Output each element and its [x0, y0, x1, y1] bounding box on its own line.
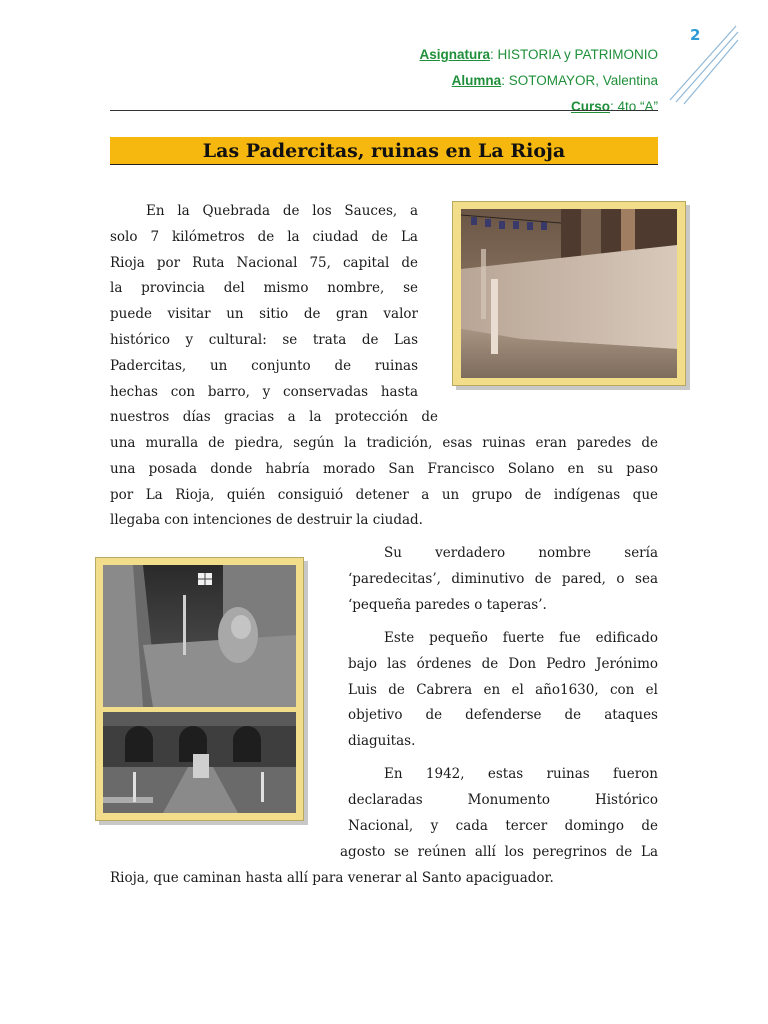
text-line: solo 7 kilómetros de la ciudad de La [110, 228, 418, 245]
text-line: una posada donde habría morado San Francisco Solano en su paso [110, 460, 658, 477]
text-line: llegaba con intenciones de destruir la ciudad. [110, 512, 423, 529]
course-label: Curso [570, 99, 610, 114]
ruins-wall-photo [461, 209, 677, 378]
text-line: ‘paredecitas’, diminutivo de pared, o sea [348, 570, 658, 587]
text-line: hechas con barro, y conservadas hasta [110, 383, 418, 400]
paragraph-1-continued [110, 431, 658, 534]
text-line: puede visitar un sitio de gran valor [110, 306, 418, 323]
text-line: En la Quebrada de los Sauces, a [146, 203, 418, 219]
paragraph-1 [110, 199, 418, 405]
page-number: 2 [690, 26, 701, 44]
text-line: Este pequeño fuerte fue edificado [384, 630, 658, 646]
text-line: Nacional, y cada tercer domingo de [348, 817, 658, 834]
text-line: Rioja, que caminan hasta allí para venerar al Santo apaciguador. [110, 870, 554, 886]
text-line: En 1942, estas ruinas fueron [384, 766, 658, 782]
ruins-chapel-photo [103, 712, 296, 813]
text-line: nuestros días gracias a la protección de [110, 409, 438, 425]
document-header [419, 42, 658, 120]
student-label: Alumna [451, 73, 502, 88]
text-line: una muralla de piedra, según la tradición, esas ruinas eran paredes de [110, 435, 658, 451]
text-line: Luis de Cabrera en el año1630, con el [348, 681, 658, 698]
ruins-photo-framed [452, 201, 686, 386]
text-line: bajo las órdenes de Don Pedro Jerónimo [348, 655, 658, 672]
student-value: : SOTOMAYOR, Valentina [501, 73, 658, 88]
text-line: declaradas Monumento Histórico [348, 791, 658, 808]
text-line: ‘pequeña paredes o taperas’. [348, 596, 547, 613]
subject-label: Asignatura [419, 47, 490, 62]
text-line: diaguitas. [348, 733, 416, 750]
text-line: Rioja por Ruta Nacional 75, capital de [110, 254, 418, 271]
paragraph-2 [348, 541, 658, 618]
text-line: Padercitas, un conjunto de ruinas [110, 357, 418, 374]
paragraph-3 [348, 626, 658, 755]
corner-decoration [650, 20, 740, 110]
subject-value: : HISTORIA y PATRIMONIO [489, 47, 658, 62]
text-line: por La Rioja, quién consiguió detener a un grupo de indígenas que [110, 486, 658, 503]
text-line: histórico y cultural: se trata de Las [110, 331, 418, 348]
ruins-photos-framed [95, 557, 304, 821]
text-line: agosto se reúnen allí los peregrinos de La [340, 844, 658, 860]
title-bar [110, 137, 658, 165]
text-line: Su verdadero nombre sería [384, 545, 658, 561]
course-value: : 4to “A” [609, 99, 658, 114]
header-rule [110, 110, 658, 111]
text-line: objetivo de defenderse de ataques [348, 707, 658, 724]
text-line: la provincia del mismo nombre, se [110, 280, 418, 297]
ruins-interior-photo [103, 565, 296, 707]
paragraph-4 [348, 762, 658, 839]
page-title: Las Padercitas, ruinas en La Rioja [202, 139, 566, 162]
